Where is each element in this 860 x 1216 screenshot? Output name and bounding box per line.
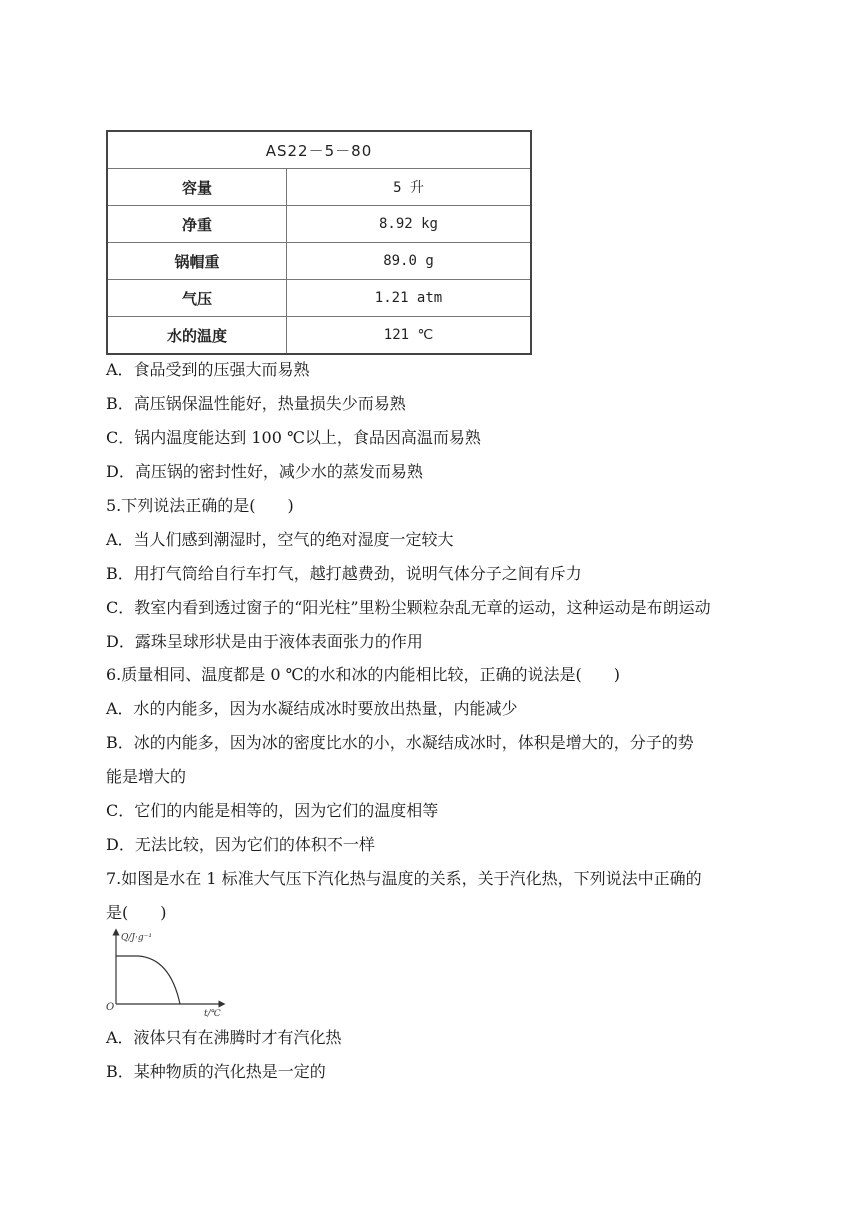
x-axis-label: t/℃ [204, 1009, 221, 1019]
q6-option-d: D．无法比较，因为它们的体积不一样 [106, 835, 375, 854]
q7-stem-line1: 7.如图是水在 1 标准大气压下汽化热与温度的关系，关于汽化热，下列说法中正确的 [106, 869, 702, 888]
spec-value: 5 升 [287, 169, 532, 206]
q5-stem: 5.下列说法正确的是( ) [106, 496, 294, 515]
q4-option-a: A．食品受到的压强大而易熟 [106, 360, 310, 379]
q7-stem-line2: 是( ) [106, 903, 167, 922]
spec-value: 89.0 g [287, 243, 532, 280]
table-row [107, 206, 531, 243]
spec-label: 容量 [107, 169, 287, 206]
q6-option-b-line2: 能是增大的 [106, 767, 187, 786]
spec-value: 1.21 atm [287, 280, 532, 317]
vaporization-curve [116, 956, 180, 1004]
vaporization-heat-graph [104, 928, 234, 1020]
q4-option-b: B．高压锅保温性能好，热量损失少而易熟 [106, 394, 406, 413]
table-row [107, 280, 531, 317]
q4-option-c: C．锅内温度能达到 100 ℃以上，食品因高温而易熟 [106, 428, 481, 447]
q7-option-b: B．某种物质的汽化热是一定的 [106, 1062, 326, 1081]
table-row [107, 131, 531, 169]
q7-option-a: A．液体只有在沸腾时才有汽化热 [106, 1028, 342, 1047]
q6-option-b-line1: B．冰的内能多，因为冰的密度比水的小，水凝结成冰时，体积是增大的，分子的势 [106, 733, 694, 752]
spec-label: 净重 [107, 206, 287, 243]
spec-label: 锅帽重 [107, 243, 287, 280]
spec-value: 8.92 kg [287, 206, 532, 243]
spec-label: 气压 [107, 280, 287, 317]
table-row [107, 169, 531, 206]
model-number: AS22－5－80 [107, 131, 531, 169]
table-row [107, 317, 531, 355]
spec-value: 121 ℃ [287, 317, 532, 355]
table-row [107, 243, 531, 280]
q6-option-a: A．水的内能多，因为水凝结成冰时要放出热量，内能减少 [106, 699, 518, 718]
q4-option-d: D．高压锅的密封性好，减少水的蒸发而易熟 [106, 462, 423, 481]
origin-label: O [106, 1002, 115, 1013]
q5-option-b: B．用打气筒给自行车打气，越打越费劲，说明气体分子之间有斥力 [106, 564, 582, 583]
q6-option-c: C．它们的内能是相等的，因为它们的温度相等 [106, 801, 439, 820]
q6-stem: 6.质量相同、温度都是 0 ℃的水和冰的内能相比较，正确的说法是( ) [106, 665, 621, 684]
pressure-cooker-spec-table [106, 130, 532, 355]
spec-label: 水的温度 [107, 317, 287, 355]
q5-option-d: D．露珠呈球形状是由于液体表面张力的作用 [106, 632, 423, 651]
q5-option-a: A．当人们感到潮湿时，空气的绝对湿度一定较大 [106, 530, 454, 549]
y-axis-label: Q/J·g⁻¹ [121, 933, 152, 943]
q5-option-c: C．教室内看到透过窗子的“阳光柱”里粉尘颗粒杂乱无章的运动，这种运动是布朗运动 [106, 598, 711, 617]
